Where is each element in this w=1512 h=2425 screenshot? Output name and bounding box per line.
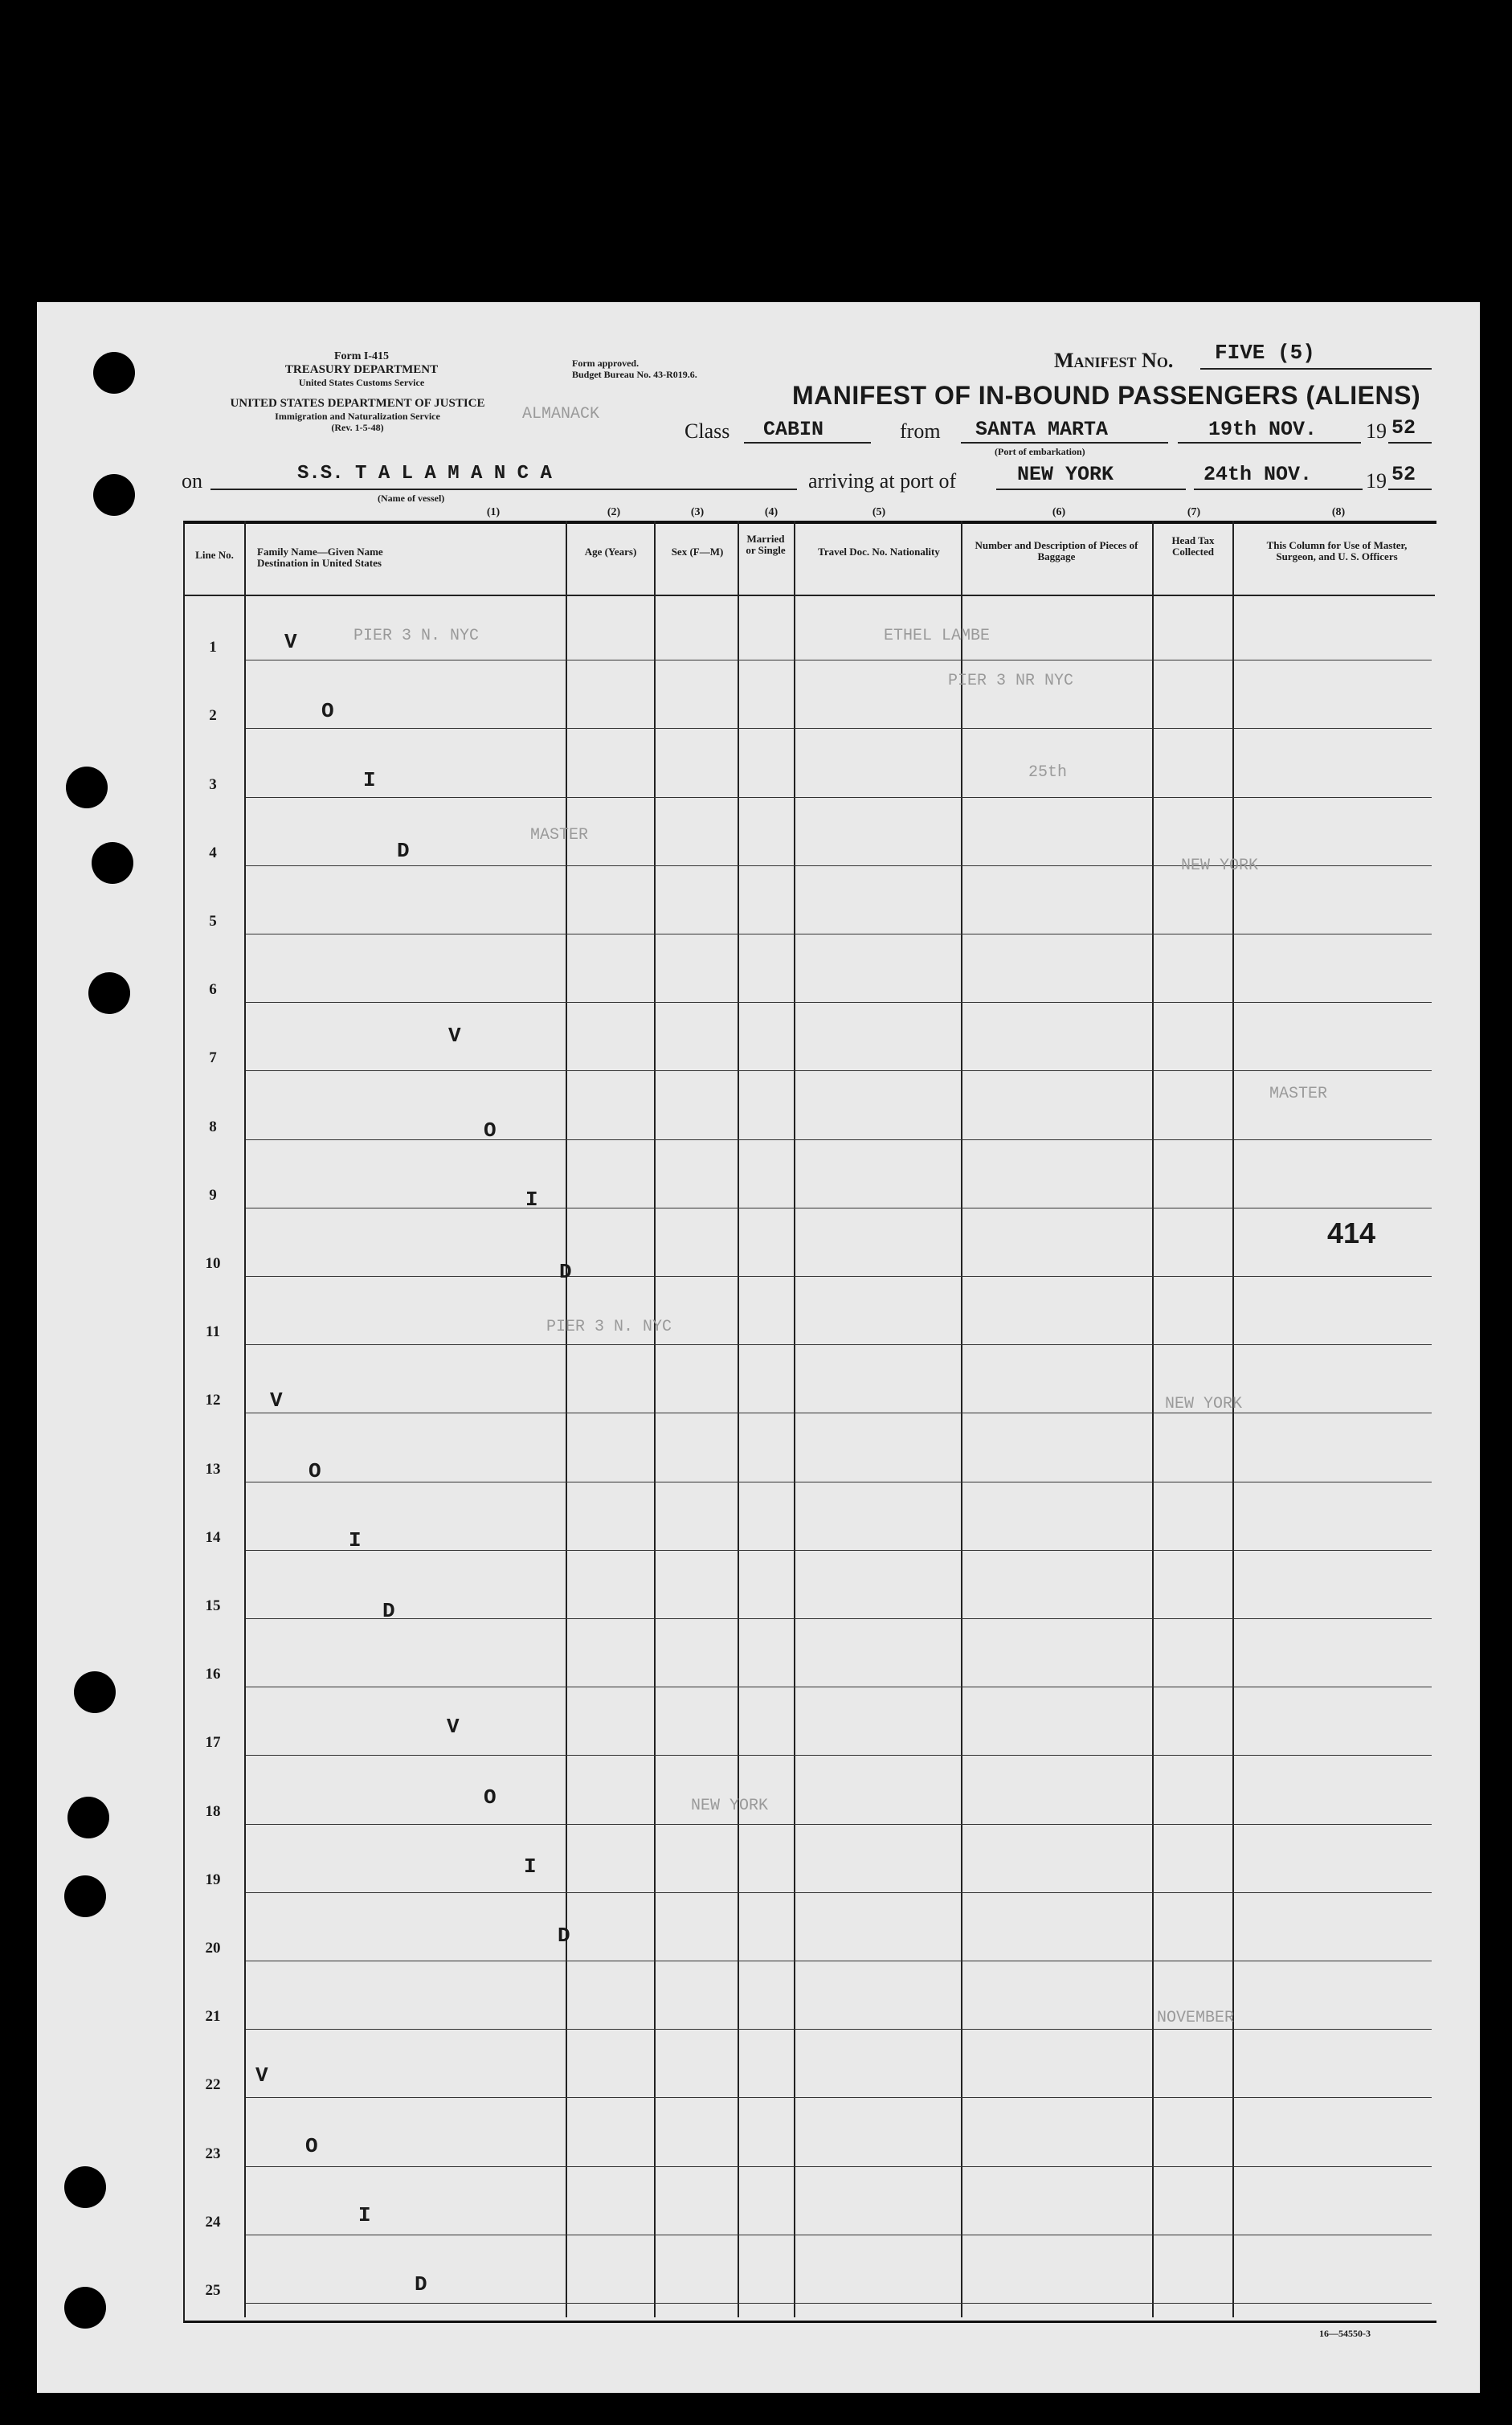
header-baggage: Number and Description of Pieces of Baggage	[975, 539, 1138, 562]
binder-hole	[74, 1671, 116, 1713]
binder-hole	[64, 1875, 106, 1917]
line-number: 11	[206, 1323, 220, 1341]
col-num-1: (1)	[486, 506, 501, 518]
row-line	[246, 1618, 1432, 1619]
line-number: 6	[209, 981, 217, 999]
col-num-3: (3)	[690, 506, 705, 518]
line-number: 14	[205, 1528, 221, 1546]
customs-service: United States Customs Service	[298, 377, 425, 388]
col-num-4: (4)	[764, 506, 778, 518]
row-line	[246, 2097, 1432, 2098]
header-married: Married or Single	[746, 533, 786, 556]
void-mark: O	[484, 1785, 497, 1810]
arriving-label: arriving at port of	[808, 469, 957, 493]
void-mark: I	[525, 1188, 538, 1212]
line-number: 2	[209, 707, 217, 725]
from-value: SANTA MARTA	[975, 418, 1109, 441]
arrival-date: 24th NOV.	[1203, 463, 1313, 486]
row-line	[246, 1276, 1432, 1277]
line-number: 23	[205, 2145, 221, 2162]
void-mark: V	[447, 1715, 460, 1739]
binder-hole	[93, 352, 135, 394]
row-line	[246, 1070, 1432, 1071]
arrival-port: NEW YORK	[1017, 463, 1114, 486]
void-mark: I	[524, 1855, 537, 1879]
binder-hole	[67, 1797, 109, 1838]
manifest-no-value: FIVE (5)	[1215, 341, 1315, 365]
header-officers: This Column for Use of Master, Surgeon, and U. S. Officers	[1266, 539, 1408, 562]
void-mark: D	[415, 2272, 427, 2296]
manifest-no-label: Manifest No.	[1054, 349, 1174, 372]
line-number: 22	[205, 2076, 221, 2094]
treasury-department: TREASURY DEPARTMENT	[284, 363, 439, 376]
col-num-2: (2)	[607, 506, 621, 518]
line-number: 4	[209, 844, 217, 861]
binder-hole	[93, 474, 135, 516]
line-number: 18	[205, 1802, 221, 1820]
void-mark: D	[559, 1260, 572, 1284]
row-line	[246, 1824, 1432, 1825]
void-mark: I	[349, 1528, 362, 1552]
col-num-8: (8)	[1331, 506, 1346, 518]
binder-hole	[66, 767, 108, 808]
budget-bureau: Budget Bureau No. 43-R019.6.	[572, 369, 697, 380]
col-num-5: (5)	[872, 506, 886, 518]
form-approved: Form approved.	[572, 358, 640, 369]
line-number: 19	[205, 1871, 221, 1888]
col-num-6: (6)	[1052, 506, 1066, 518]
void-mark: D	[558, 1924, 570, 1948]
row-line	[246, 797, 1432, 798]
binder-hole	[64, 2287, 106, 2329]
line-number: 16	[205, 1666, 221, 1683]
void-mark: V	[284, 630, 297, 654]
line-number: 9	[209, 1186, 217, 1204]
line-number: 21	[205, 2008, 221, 2026]
void-mark: O	[305, 2134, 318, 2158]
manifest-title: MANIFEST OF IN-BOUND PASSENGERS (ALIENS)	[792, 381, 1421, 410]
row-line	[246, 1002, 1432, 1003]
row-line	[246, 1139, 1432, 1140]
row-line	[246, 1550, 1432, 1551]
line-number: 15	[205, 1597, 221, 1614]
line-number: 17	[205, 1734, 221, 1752]
void-mark: V	[448, 1024, 461, 1048]
binder-hole	[92, 842, 133, 884]
row-line	[246, 2029, 1432, 2030]
line-number: 24	[205, 2213, 221, 2231]
on-label: on	[182, 469, 202, 493]
ins-label: Immigration and Naturalization Service	[275, 411, 440, 422]
line-number: 5	[209, 913, 217, 930]
void-mark: O	[321, 699, 334, 723]
void-mark: O	[484, 1118, 497, 1143]
void-mark: V	[270, 1388, 283, 1413]
void-mark: O	[309, 1459, 321, 1483]
line-number: 3	[209, 775, 217, 793]
header-head-tax: Head Tax Collected	[1171, 534, 1215, 558]
line-number: 13	[205, 1460, 221, 1478]
line-number: 1	[209, 639, 217, 656]
line-number: 25	[205, 2282, 221, 2299]
arrival-year-prefix: 19	[1366, 469, 1387, 493]
row-line	[246, 2166, 1432, 2167]
revision: (Rev. 1-5-48)	[331, 422, 384, 433]
void-mark: D	[397, 839, 410, 863]
row-line	[246, 1892, 1432, 1893]
line-number: 7	[209, 1049, 217, 1067]
row-line	[246, 728, 1432, 729]
void-mark: D	[382, 1599, 395, 1623]
form-code: 16—54550-3	[1319, 2328, 1371, 2339]
vessel-caption: (Name of vessel)	[378, 493, 445, 504]
departure-year-prefix: 19	[1366, 419, 1387, 443]
header-travel-doc: Travel Doc. No. Nationality	[818, 546, 940, 558]
class-value: CABIN	[763, 418, 824, 441]
row-line	[246, 1344, 1432, 1345]
header-sex: Sex (F—M)	[671, 546, 724, 558]
row-line	[246, 1755, 1432, 1756]
class-label: Class	[684, 419, 730, 443]
stamp-number: 414	[1327, 1217, 1376, 1249]
void-mark: I	[358, 2203, 371, 2227]
binder-hole	[88, 972, 130, 1014]
header-name: Family Name—Given Name Destination in United States	[257, 546, 383, 569]
line-number: 20	[205, 1940, 221, 1957]
port-embarkation-caption: (Port of embarkation)	[995, 446, 1085, 457]
row-line	[246, 2303, 1432, 2304]
line-number: 10	[205, 1255, 221, 1272]
vessel-name: S.S. T A L A M A N C A	[297, 463, 552, 485]
arrival-year: 52	[1391, 463, 1416, 486]
void-mark: I	[363, 768, 376, 792]
justice-department: UNITED STATES DEPARTMENT OF JUSTICE	[230, 397, 485, 410]
line-number: 12	[205, 1392, 221, 1409]
void-mark: V	[255, 2063, 268, 2088]
header-age: Age (Years)	[584, 546, 637, 558]
departure-date: 19th NOV.	[1208, 418, 1318, 441]
header-line-no: Line No.	[195, 549, 234, 561]
departure-year: 52	[1391, 416, 1416, 440]
line-number: 8	[209, 1118, 217, 1135]
from-label: from	[900, 419, 941, 443]
bleed-through: ALMANACK	[522, 405, 600, 423]
form-number: Form I-415	[333, 350, 390, 362]
col-num-7: (7)	[1187, 506, 1201, 518]
binder-hole	[64, 2166, 106, 2208]
